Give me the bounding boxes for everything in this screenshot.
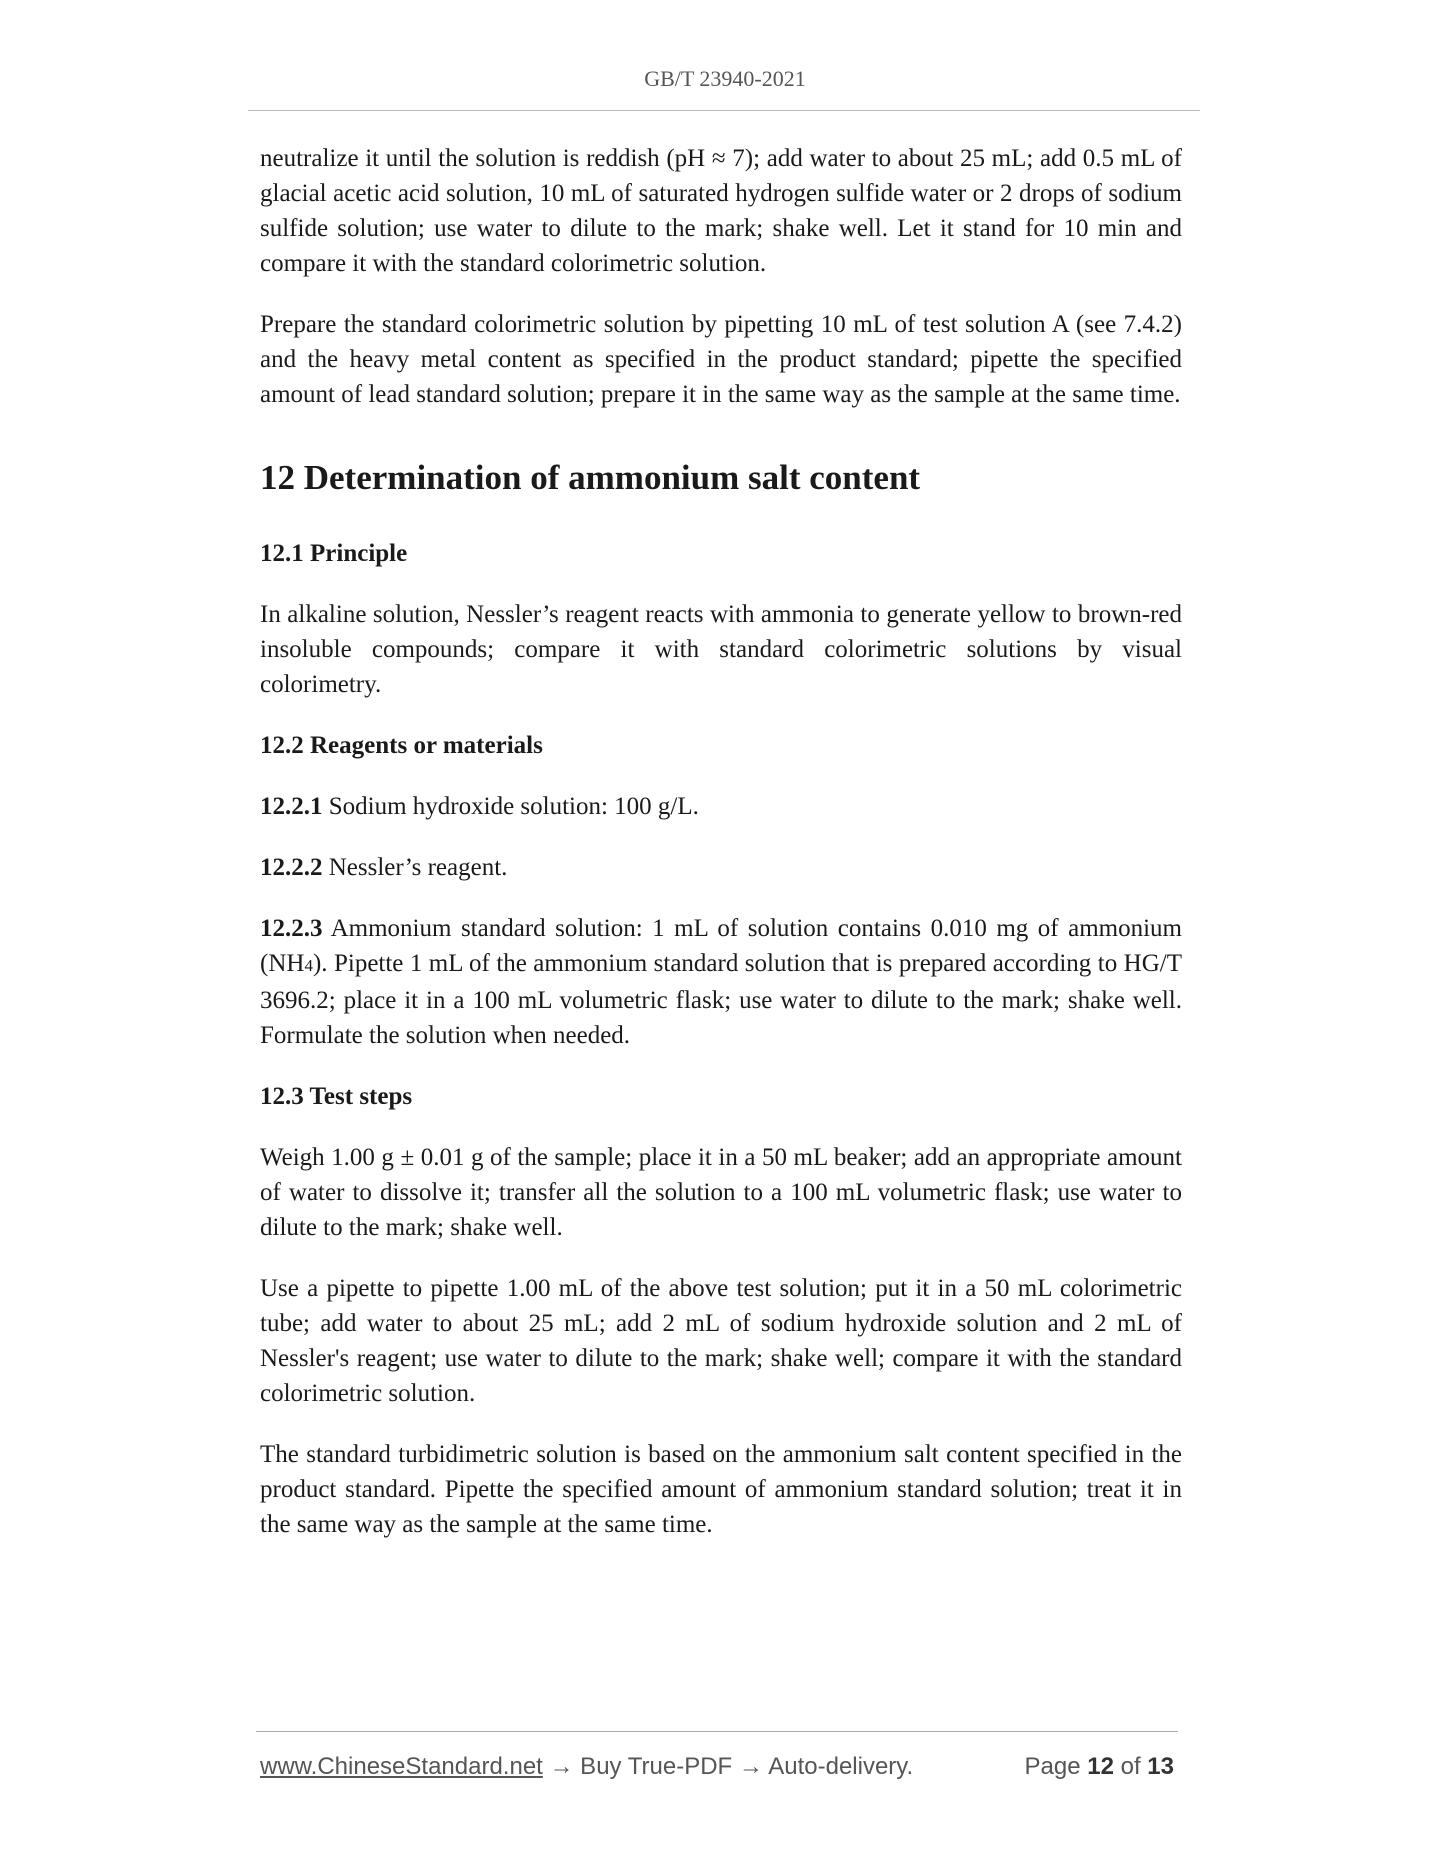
subsection-heading-reagents: 12.2 Reagents or materials [260, 732, 543, 759]
footer-promo-text: → Buy True-PDF → Auto-delivery. [542, 1753, 914, 1780]
reagent-text: Sodium hydroxide solution: 100 g/L. [322, 793, 699, 820]
reagent-item [260, 789, 1182, 824]
current-page: 12 [1087, 1753, 1114, 1780]
reagent-text: Ammonium standard solution: 1 mL of solution contains 0.010 mg of ammonium (NH [260, 915, 1182, 977]
of-label: of [1120, 1753, 1141, 1780]
subsection-heading-principle: 12.1 Principle [260, 540, 408, 567]
reagent-item [260, 850, 1182, 885]
page-content [260, 141, 1182, 1568]
page-label: Page [1024, 1753, 1081, 1780]
subscript: 4 [304, 956, 313, 975]
document-header: GB/T 23940-2021 [644, 66, 806, 91]
reagent-item [260, 911, 1182, 1053]
reagent-text: ). Pipette 1 mL of the ammonium standard solution that is prepared according to HG/T 3696.2; place it in a 100 mL volumetric flask; use water to dilute to the mark; shake well. Formulate the solution when needed. [260, 950, 1182, 1049]
reagent-number: 12.2.2 [260, 854, 323, 881]
reagent-text: Nessler’s reagent. [322, 854, 508, 881]
paragraph-continued: neutralize it until the solution is reddish (pH ≈ 7); add water to about 25 mL; add 0.5 mL of glacial acetic acid solution, 10 mL of saturated hydrogen sulfide water or 2 drops of sodium sulfide solution; use water to dilute to the mark; shake well. Let it stand for 10 min and compare it with the standard colorimetric solution. [260, 145, 1182, 277]
page-number [1025, 1753, 1175, 1781]
test-step-text: The standard turbidimetric solution is based on the ammonium salt content specified in the product standard. Pipette the specified amount of ammonium standard solution; treat it in the same way as the sample at the same time. [260, 1441, 1182, 1538]
section-title: 12 Determination of ammonium salt content [260, 458, 921, 497]
subsection-heading-test-steps: 12.3 Test steps [260, 1083, 413, 1110]
page-footer [260, 1753, 1180, 1781]
principle-text: In alkaline solution, Nessler’s reagent reacts with ammonia to generate yellow to brown-red insoluble compounds; compare it with standard colorimetric solutions by visual colorimetry. [260, 601, 1182, 698]
footer-divider [256, 1731, 1178, 1732]
total-pages: 13 [1147, 1753, 1174, 1780]
header-divider [248, 110, 1200, 111]
website-link[interactable]: www.ChineseStandard.net [260, 1753, 543, 1780]
reagent-number: 12.2.3 [260, 915, 323, 942]
paragraph-standard-solution: Prepare the standard colorimetric solution by pipetting 10 mL of test solution A (see 7.4.2) and the heavy metal content as specified in the product standard; pipette the specified amount of lead standard solution; prepare it in the same way as the sample at the same time. [260, 311, 1182, 408]
test-step-text: Use a pipette to pipette 1.00 mL of the above test solution; put it in a 50 mL colorimetric tube; add water to about 25 mL; add 2 mL of sodium hydroxide solution and 2 mL of Nessler's reagent; use water to dilute to the mark; shake well; compare it with the standard colorimetric solution. [260, 1275, 1182, 1407]
test-step-text: Weigh 1.00 g ± 0.01 g of the sample; place it in a 50 mL beaker; add an appropriate amount of water to dissolve it; transfer all the solution to a 100 mL volumetric flask; use water to dilute to the mark; shake well. [260, 1144, 1182, 1241]
reagent-number: 12.2.1 [260, 793, 323, 820]
